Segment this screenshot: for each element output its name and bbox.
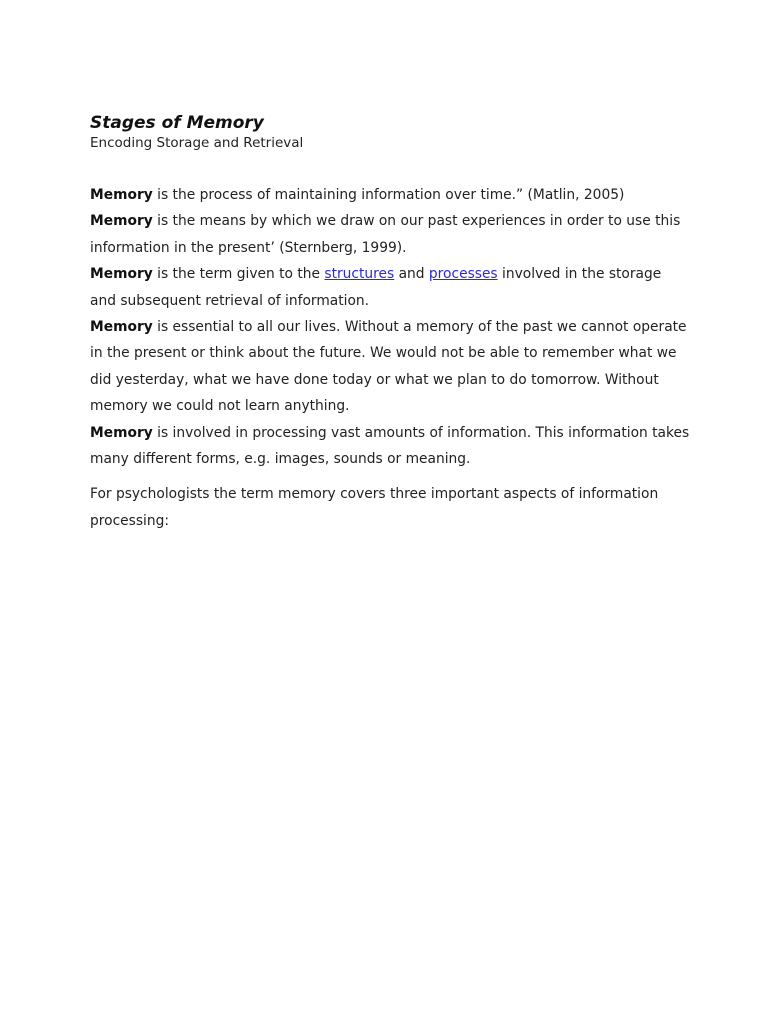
term-memory: Memory [90, 319, 153, 336]
paragraph-text: involved in the storage and subsequent retrieval of information. [90, 266, 662, 309]
paragraph-text: is the means by which we draw on our past experiences in order to use this information in the present’ (Sternberg, 1999). [90, 213, 681, 256]
paragraph-text: is the process of maintaining information over time.” (Matlin, 2005) [152, 187, 625, 203]
paragraph-text: is involved in processing vast amounts of information. This information takes many different forms, e.g. images, sounds or meaning. [90, 424, 690, 468]
term-memory: Memory [90, 213, 153, 230]
paragraph-text: is essential to all our lives. Without a memory of the past we cannot operate in the present or think about the future. We would not be able to remember what we did yesterday, what we have done today or what we plan to do tomorrow. Without memory we could not learn anything. [90, 319, 687, 415]
term-memory: Memory [90, 266, 153, 283]
term-memory: Memory [90, 187, 153, 203]
document-body [90, 182, 690, 472]
paragraph-text: and [394, 266, 429, 283]
document-title: Stages of Memory [90, 113, 264, 133]
paragraph-2 [90, 208, 690, 261]
paragraph-5 [90, 420, 690, 473]
document-subtitle: Encoding Storage and Retrieval [90, 135, 304, 151]
processes-link[interactable]: processes [428, 266, 498, 283]
paragraph-text: is the term given to the [152, 266, 325, 283]
term-memory: Memory [90, 424, 153, 441]
paragraph-4 [90, 314, 690, 420]
paragraph-3 [90, 261, 690, 314]
structures-link[interactable]: structures [324, 266, 395, 283]
closing-paragraph: For psychologists the term memory covers three important aspects of information processing: [90, 486, 659, 529]
document-page [90, 112, 690, 548]
paragraph-1 [90, 182, 690, 208]
